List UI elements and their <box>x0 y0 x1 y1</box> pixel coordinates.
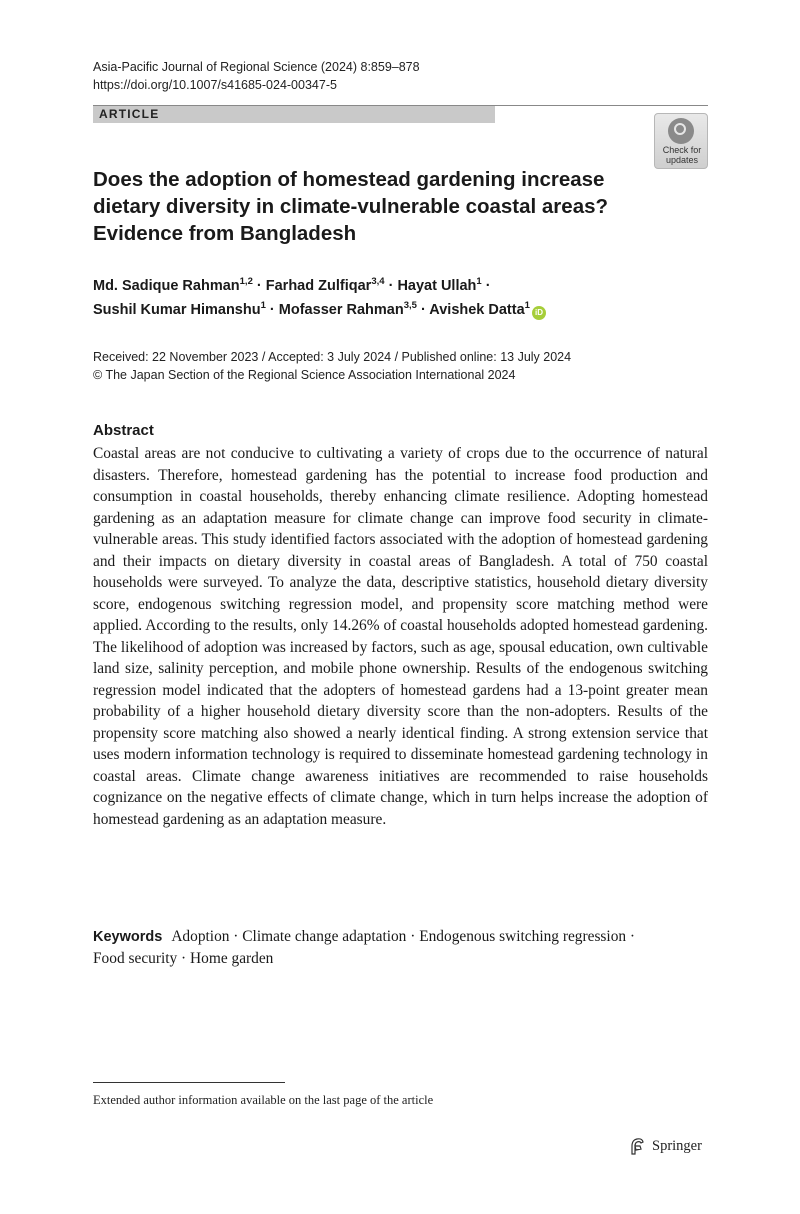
author-name[interactable]: Farhad Zulfiqar <box>265 278 372 294</box>
article-type-bar <box>93 106 495 123</box>
paper-title: Does the adoption of homestead gardening increase dietary diversity in climate-vulnerable coastal areas? Evidence from Bangladesh <box>93 168 609 245</box>
received-accepted-published: Received: 22 November 2023 / Accepted: 3 July 2024 / Published online: 13 July 2024 <box>93 350 572 364</box>
doi-link[interactable]: https://doi.org/10.1007/s41685-024-00347-5 <box>93 78 337 92</box>
publication-dates <box>93 348 571 384</box>
author-name[interactable]: Avishek Datta <box>429 302 525 318</box>
publisher-name: Springer <box>652 1137 702 1154</box>
author-separator: · <box>420 302 426 318</box>
author-separator: · <box>485 278 491 294</box>
check-for-updates-badge[interactable] <box>654 113 708 169</box>
copyright-notice: © The Japan Section of the Regional Science Association International 2024 <box>93 368 516 382</box>
author-affiliation: 3,5 <box>403 300 417 311</box>
keywords-section <box>93 926 653 970</box>
check-for-updates-icon <box>668 118 694 144</box>
abstract-text: Coastal areas are not conducive to cultivating a variety of crops due to the occurrence of natural disasters. Therefore, homestead gardening has the potential to increase food production and consumption in coastal households, thereby enhancing climate resilience. Adopting homestead gardening as an adaptation measure for climate change can improve food security in climate-vulnerable areas. This study identified factors associated with the adoption of homestead gardening and their impacts on dietary diversity in coastal areas of Bangladesh. A total of 750 coastal households were surveyed. To analyze the data, descriptive statistics, household dietary diversity score, endogenous switching regression model, and propensity score matching method were applied. According to the results, only 14.26% of coastal households adopted homestead gardening. The likelihood of adoption was increased by factors, such as age, spousal education, own cultivable land size, salinity perception, and mobile phone ownership. Results of the endogenous switching regression model indicated that the adopters of homestead gardens had a 13-point greater mean probability of a higher household dietary diversity score than the non-adopters. Results of the propensity score matching also showed a nearly identical finding. A strong extension service that uses modern information technology is required to disseminate homestead gardening technology in coastal areas. Climate change awareness initiatives are recommended to raise households cognizance on the negative effects of climate change, which in turn helps increase the adoption of homestead gardening as an adaptation measure. <box>93 445 708 828</box>
author-name[interactable]: Mofasser Rahman <box>278 302 404 318</box>
keywords-label: Keywords <box>93 929 163 945</box>
author-affiliation: 1 <box>524 300 530 311</box>
author-name[interactable]: Md. Sadique Rahman <box>93 278 240 294</box>
keywords-list: Adoption · Climate change adaptation · Endogenous switching regression · Food security · Home garden <box>93 928 636 967</box>
orcid-icon[interactable]: iD <box>532 306 546 320</box>
author-affiliation: 3,4 <box>371 276 385 287</box>
journal-citation: Asia-Pacific Journal of Regional Science (2024) 8:859–878 <box>93 60 420 74</box>
footnote-rule <box>93 1082 285 1083</box>
journal-header <box>93 58 420 94</box>
author-affiliation: 1,2 <box>239 276 253 287</box>
check-for-updates-text: Check for updates <box>662 145 702 165</box>
publisher-logo <box>628 1136 702 1156</box>
article-type-label: ARTICLE <box>99 107 160 121</box>
author-separator: · <box>269 302 275 318</box>
author-name[interactable]: Sushil Kumar Himanshu <box>93 302 261 318</box>
abstract-heading: Abstract <box>93 422 154 439</box>
author-name[interactable]: Hayat Ullah <box>397 278 477 294</box>
author-list <box>93 274 653 322</box>
author-affiliation: 1 <box>260 300 266 311</box>
author-affiliation: 1 <box>476 276 482 287</box>
springer-horse-icon <box>628 1136 646 1156</box>
footnote: Extended author information available on the last page of the article <box>93 1093 434 1107</box>
author-separator: · <box>256 278 262 294</box>
author-separator: · <box>388 278 394 294</box>
